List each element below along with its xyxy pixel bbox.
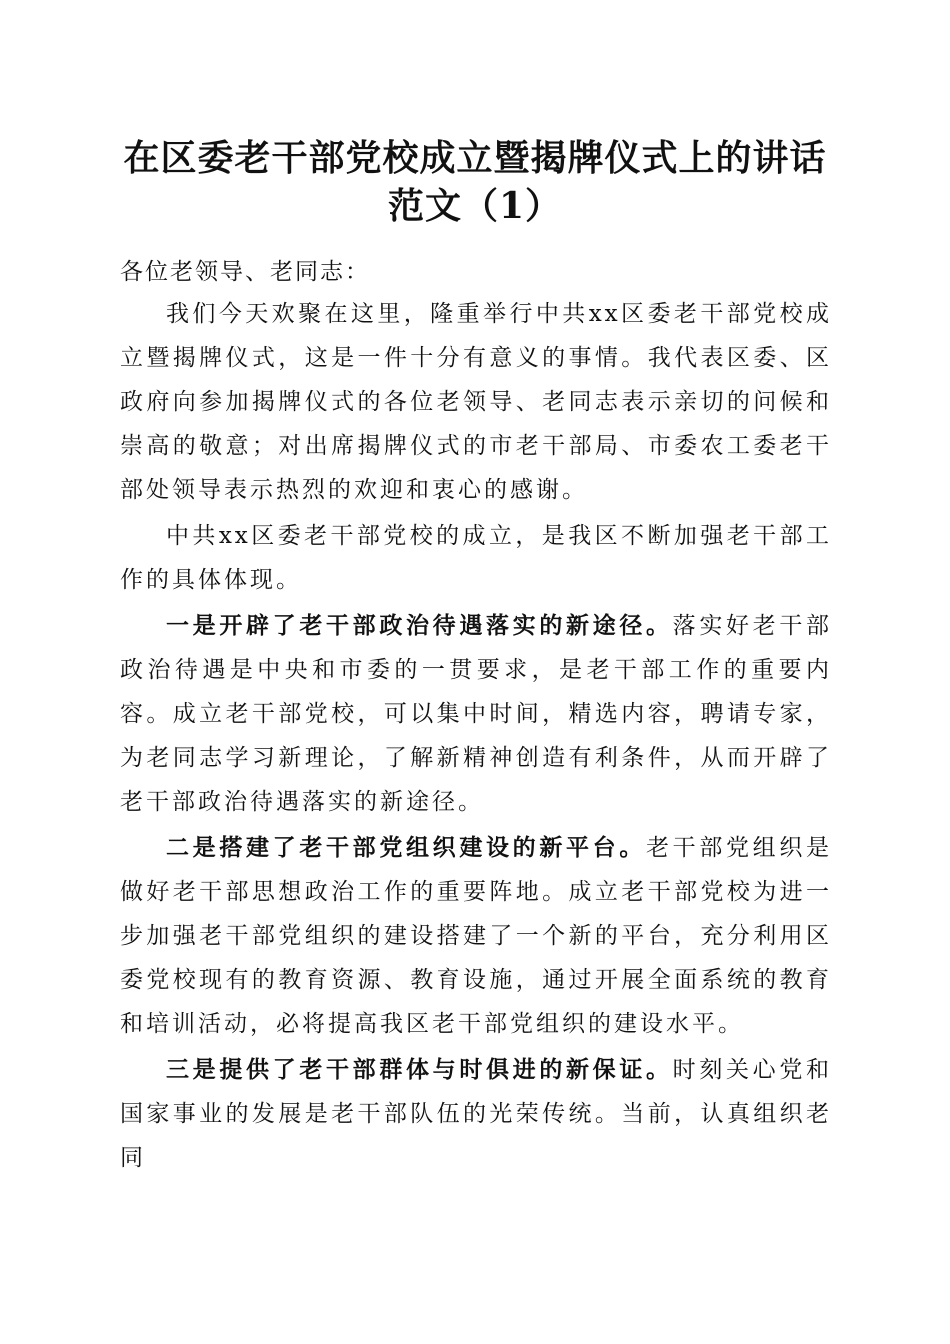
paragraph-intro	[120, 514, 832, 602]
paragraph-point-two	[120, 826, 832, 1046]
paragraph-lead: 二是搭建了老干部党组织建设的新平台。	[166, 834, 646, 861]
paragraph-text: 落实好老干部政治待遇是中央和市委的一贯要求，是老干部工作的重要内容。成立老干部党校，可以集中时间，精选内容，聘请专家，为老同志学习新理论，了解新精神创造有利条件，从而开辟了老干部政治待遇落实的新途径。	[120, 613, 833, 815]
document-body	[120, 252, 832, 1182]
paragraph-point-three	[120, 1048, 832, 1180]
paragraph-lead: 三是提供了老干部群体与时俱进的新保证。	[166, 1056, 673, 1083]
salutation: 各位老领导、老同志：	[120, 259, 370, 285]
paragraph-point-one	[120, 604, 832, 824]
paragraph-text: 老干部党组织是做好老干部思想政治工作的重要阵地。成立老干部党校为进一步加强老干部党组织的建设搭建了一个新的平台，充分利用区委党校现有的教育资源、教育设施，通过开展全面系统的教育和培训活动，必将提高我区老干部党组织的建设水平。	[120, 835, 833, 1037]
paragraph-text: 我们今天欢聚在这里，隆重举行中共xx区委老干部党校成立暨揭牌仪式，这是一件十分有意义的事情。我代表区委、区政府向参加揭牌仪式的各位老领导、老同志表示亲切的问候和崇高的敬意；对出席揭牌仪式的市老干部局、市委农工委老干部处领导表示热烈的欢迎和衷心的感谢。	[120, 301, 832, 503]
paragraph-text: 中共xx区委老干部党校的成立，是我区不断加强老干部工作的具体体现。	[120, 523, 832, 593]
document-title: 在区委老干部党校成立暨揭牌仪式上的讲话范文（1）	[123, 137, 827, 227]
paragraph-text: 时刻关心党和国家事业的发展是老干部队伍的光荣传统。当前，认真组织老同	[120, 1057, 833, 1171]
paragraph-opening	[120, 292, 832, 512]
paragraph-lead: 一是开辟了老干部政治待遇落实的新途径。	[166, 612, 673, 639]
